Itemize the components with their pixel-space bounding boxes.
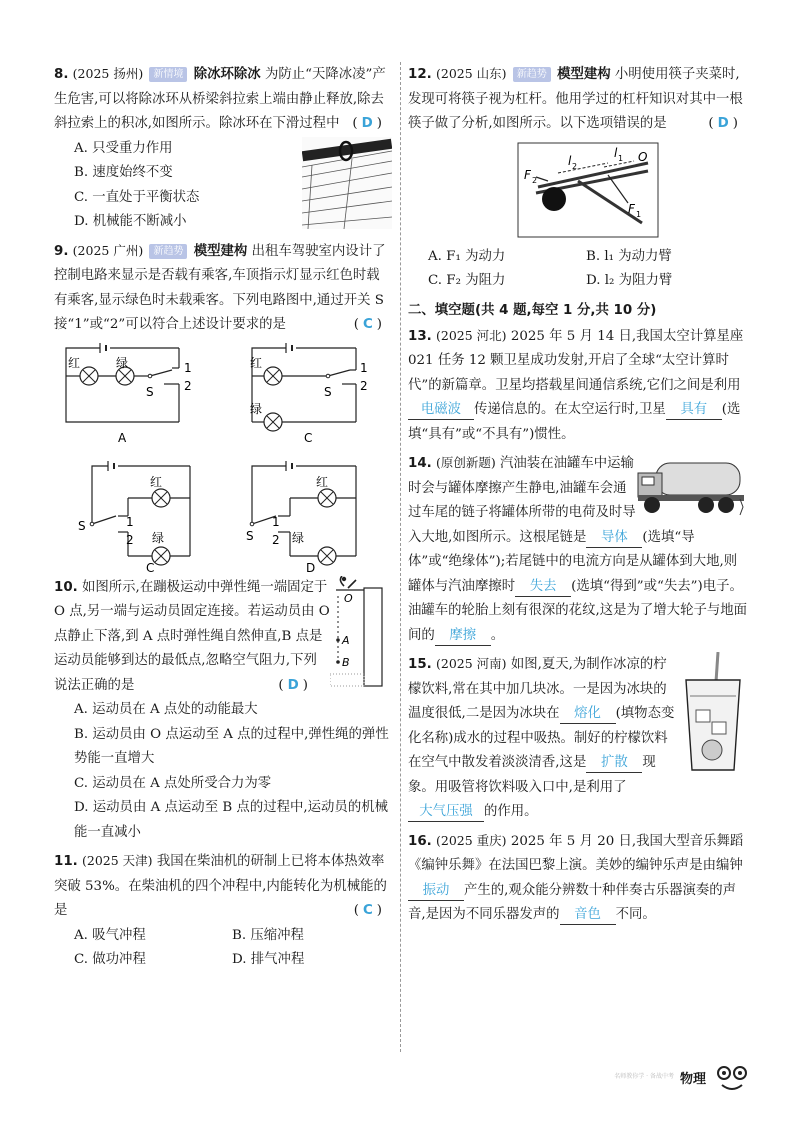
question-text: 2025 年 5 月 14 日,我国太空计算星座 021 任务 12 颗卫星成功发射,开启了全球“太空计算时代”的新篇章。卫星均搭载星间通信系统,它们之间是利用: [408, 328, 744, 393]
tag-badge: 新趋势: [513, 67, 551, 82]
circuit-label-switch: S: [324, 384, 332, 399]
answer: D: [287, 677, 299, 693]
tag-badge: 新趋势: [149, 244, 187, 259]
fill-blank: 扩散: [586, 753, 642, 773]
f1-subscript: 1: [636, 209, 642, 219]
circuit-label-green: 绿: [116, 355, 129, 370]
circuit-label-green: 绿: [250, 401, 263, 416]
question-14: [408, 451, 748, 648]
option-row: [54, 948, 392, 973]
answer: D: [717, 116, 729, 131]
option: B. 速度始终不变: [74, 165, 173, 180]
circuit-terminal-1: 1: [272, 514, 280, 529]
option-row: [408, 245, 748, 270]
answer: C: [362, 317, 373, 332]
question-keyword: 模型建构: [193, 243, 248, 259]
l2-label: l: [568, 153, 572, 168]
circuit-option-label: C: [304, 430, 313, 445]
fill-blank: 大气压强: [408, 802, 484, 822]
answer: D: [361, 116, 373, 131]
option: A. 只受重力作用: [74, 140, 173, 156]
question-16: [408, 829, 748, 928]
question-source: (2025 广州): [72, 242, 144, 258]
point-o-label: O: [344, 591, 353, 605]
question-stem: 如图所示,在蹦极运动中弹性绳一端固定于 O 点,另一端与运动员固定连接。若运动员由 O 点静止下落,到 A 点时弹性绳自然伸直,B 点是运动员能够到达的最低点,忽略空气阻力,下列说法正确的是: [54, 579, 330, 693]
question-source: (2025 山东): [436, 66, 507, 81]
question-text: (选填“具有”或“不具有”)惯性。: [408, 402, 741, 442]
option: D. 机械能不断减小: [74, 214, 187, 229]
option: C. 运动员在 A 点处所受合力为零: [74, 775, 272, 791]
question-text: 现象。用吸管将饮料吸入口中,是利用了: [408, 755, 656, 795]
circuit-terminal-1: 1: [184, 360, 192, 375]
circuit-terminal-1: 1: [360, 360, 368, 375]
question-number: 9.: [54, 243, 69, 259]
bungee-figure: [330, 576, 392, 692]
question-text: 的作用。: [484, 804, 538, 819]
circuit-label-green: 绿: [152, 530, 165, 545]
answer-bracket: ( D ): [352, 116, 382, 131]
circuit-terminal-2: 2: [184, 378, 192, 393]
question-source: (2025 河北): [436, 327, 507, 343]
circuit-label-red: 红: [68, 355, 81, 370]
question-stem: 出租车驾驶室内设计了控制电路来显示是否载有乘客,车顶指示灯显示红色时载有乘客,显示绿色时未载乘客。下列电路图中,通过开关 S 接“1”或“2”可以符合上述设计要求的是: [54, 243, 386, 332]
question-keyword: 模型建构: [557, 67, 611, 82]
option: A. F₁ 为动力: [428, 248, 506, 264]
question-text: 。: [490, 627, 505, 643]
question-source: (2025 天津): [82, 853, 153, 868]
page-footer: [614, 1063, 752, 1091]
circuit-label-switch: S: [146, 384, 154, 399]
tag-badge: 新情境: [149, 67, 187, 82]
circuit-label-red: 红: [150, 474, 163, 489]
circuit-c-bottom: [92, 461, 190, 556]
circuit-option-label: A: [118, 430, 127, 445]
answer-bracket: ( C ): [353, 317, 382, 332]
question-text: (选填“得到”或“失去”)电子。油罐车的轮胎上刻有很深的花纹,这是为了增大轮子与地面间的: [408, 578, 748, 643]
option-row: [54, 924, 392, 949]
question-text: 汽油装在油罐车中运输时会与罐体摩擦产生静电,油罐车会通过车尾的链子将罐体所带的电荷及时导入大地,如图所示。这根尾链是: [408, 456, 636, 545]
circuit-terminal-2: 2: [360, 378, 368, 393]
option: D. l₂ 为阻力臂: [586, 273, 673, 288]
l1-label: l: [614, 145, 618, 160]
question-text: 不同。: [615, 907, 656, 922]
question-keyword: 除冰环除冰: [193, 67, 261, 82]
footer-series: 名师教你学 · 备战中考: [614, 1073, 674, 1080]
fill-blank: 导体: [586, 528, 642, 548]
question-number: 14.: [408, 456, 432, 471]
option: C. 一直处于平衡状态: [74, 189, 200, 205]
column-divider: [400, 62, 401, 1052]
ice-ring-cable-figure: [302, 137, 392, 229]
question-text: 传递信息的。在太空运行时,卫星: [474, 402, 666, 417]
question-stem: 为防止“天降冰凌”产生危害,可以将除冰环从桥梁斜拉索上端由静止释放,除去斜拉索上的积冰,如图所示。除冰环在下滑过程中: [54, 67, 386, 131]
chopsticks-lever-figure: [408, 141, 748, 241]
question-9: [54, 239, 392, 572]
question-number: 8.: [54, 67, 69, 82]
oil-tanker-figure: [636, 451, 748, 521]
question-number: 11.: [54, 854, 78, 869]
fill-blank: 具有: [666, 400, 722, 420]
option: B. 运动员由 O 点运动至 A 点的过程中,弹性绳的弹性势能一直增大: [74, 726, 389, 766]
question-8: [54, 62, 392, 235]
answer-bracket: ( D ): [708, 116, 738, 131]
option: C. 做功冲程: [74, 952, 146, 967]
circuit-label-switch: S: [246, 528, 254, 543]
circuit-diagrams: [54, 340, 392, 572]
fill-blank: 音色: [560, 905, 616, 925]
question-number: 12.: [408, 67, 432, 82]
circuit-label-red: 红: [250, 355, 263, 370]
fill-blank: 熔化: [560, 704, 616, 724]
circuit-option-label: C: [146, 560, 155, 572]
question-number: 15.: [408, 657, 432, 672]
question-number: 16.: [408, 833, 432, 849]
f2-subscript: 2: [532, 175, 538, 185]
question-text: (填物态变化名称)成水的过程中吸热。制好的柠檬饮料在空气中散发着淡淡清香,这是: [408, 706, 675, 770]
circuit-label-switch: S: [78, 518, 86, 533]
l1-subscript: 1: [618, 153, 624, 163]
lemon-drink-figure: [678, 652, 748, 776]
option: A. 吸气冲程: [74, 927, 146, 943]
pivot-o-label: O: [638, 149, 648, 164]
point-a-label: A: [342, 633, 350, 647]
circuit-label-red: 红: [316, 474, 329, 489]
answer-bracket: ( D ): [278, 677, 308, 693]
f1-label: F: [628, 201, 635, 216]
question-11: [54, 849, 392, 973]
option: C. F₂ 为阻力: [428, 273, 506, 288]
fill-blank: 振动: [408, 881, 464, 901]
question-text: (选填“导体”或“绝缘体”);若尾链中的电流方向是从罐体到大地,则罐体与汽油摩擦时: [408, 529, 738, 594]
question-12: [408, 62, 748, 294]
fill-blank: 摩擦: [435, 626, 491, 646]
question-text: 如图,夏天,为制作冰凉的柠檬饮料,常在其中加几块冰。一是因为冰块的温度很低,二是因为冰块在: [408, 657, 667, 721]
question-number: 10.: [54, 579, 78, 595]
answer: C: [362, 903, 373, 918]
question-source: (2025 重庆): [436, 832, 507, 848]
fill-blank: 失去: [515, 577, 571, 597]
question-source: (原创新题): [436, 455, 496, 470]
fill-blank: 电磁波: [408, 400, 474, 420]
question-text: 产生的,观众能分辨数十种伴奏古乐器演奏的声音,是因为不同乐器发声的: [408, 882, 737, 922]
question-10: [54, 576, 392, 846]
section-heading: 二、填空题(共 4 题,每空 1 分,共 10 分): [408, 302, 657, 318]
question-source: (2025 河南): [436, 656, 507, 671]
circuit-terminal-2: 2: [272, 532, 280, 547]
circuit-terminal-1: 1: [126, 514, 134, 529]
option: A. 运动员在 A 点处的动能最大: [74, 702, 258, 717]
left-column: [54, 62, 392, 977]
question-15: [408, 652, 748, 825]
question-text: 2025 年 5 月 20 日,我国大型音乐舞蹈《编钟乐舞》在法国巴黎上演。美妙的编钟乐声是由编钟: [408, 833, 744, 873]
mascot-icon: [714, 1063, 752, 1091]
point-b-label: B: [342, 655, 350, 669]
option: B. l₁ 为动力臂: [586, 248, 672, 264]
right-column: [408, 62, 748, 932]
question-number: 13.: [408, 328, 432, 344]
option: B. 压缩冲程: [232, 927, 304, 943]
question-source: (2025 扬州): [72, 66, 144, 81]
question-13: [408, 324, 748, 448]
option-row: [408, 269, 748, 294]
circuit-option-label: D: [306, 560, 316, 572]
l2-subscript: 2: [572, 161, 578, 171]
circuit-label-green: 绿: [292, 530, 305, 545]
circuit-terminal-2: 2: [126, 532, 134, 547]
option: D. 运动员由 A 点运动至 B 点的过程中,运动员的机械能一直减小: [74, 800, 388, 840]
f2-label: F: [524, 167, 531, 182]
question-stem: 我国在柴油机的研制上已将本体热效率突破 53%。在柴油机的四个冲程中,内能转化为机械能的是: [54, 854, 387, 918]
option: D. 排气冲程: [232, 952, 305, 967]
answer-bracket: ( C ): [353, 903, 382, 918]
footer-subject: 物理: [679, 1071, 706, 1087]
question-stem: 小明使用筷子夹菜时,发现可将筷子视为杠杆。他用学过的杠杆知识对其中一根筷子做了分析,如图所示。以下选项错误的是: [408, 67, 743, 131]
